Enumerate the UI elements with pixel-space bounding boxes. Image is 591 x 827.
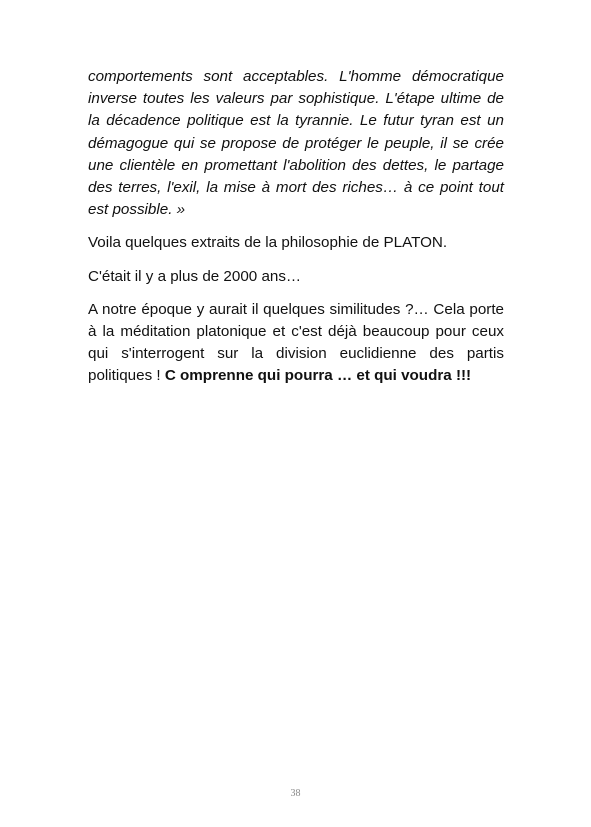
quote-paragraph: comportements sont acceptables. L'homme démocratique inverse toutes les valeurs par sophistique. L'étape ultime de la décadence politique est la tyrannie. Le futur tyran est un démagogue qui se propose de protéger le peuple, il se crée une clientèle en promettant l'abolition des dettes, le partage des terres, l'exil, la mise à mort des riches… à ce point tout est possible. » bbox=[88, 68, 504, 219]
page-number: 38 bbox=[290, 788, 301, 799]
paragraph-our-era bbox=[88, 299, 504, 388]
paragraph-our-era-regular-text: A notre époque y aurait il quelques similitudes ?… Cela porte à la méditation platonique et c'est déjà beaucoup pour ceux qui s'interrogent sur la division euclidienne des partis politiques ! bbox=[88, 300, 504, 385]
paragraph-our-era-bold-text: C omprenne qui pourra … et qui voudra !!! bbox=[164, 367, 472, 385]
paragraph-2000-years: C'était il y a plus de 2000 ans… bbox=[88, 267, 302, 285]
paragraph-platon-extracts: Voila quelques extraits de la philosophie de PLATON. bbox=[88, 234, 448, 252]
page-content bbox=[88, 66, 504, 388]
